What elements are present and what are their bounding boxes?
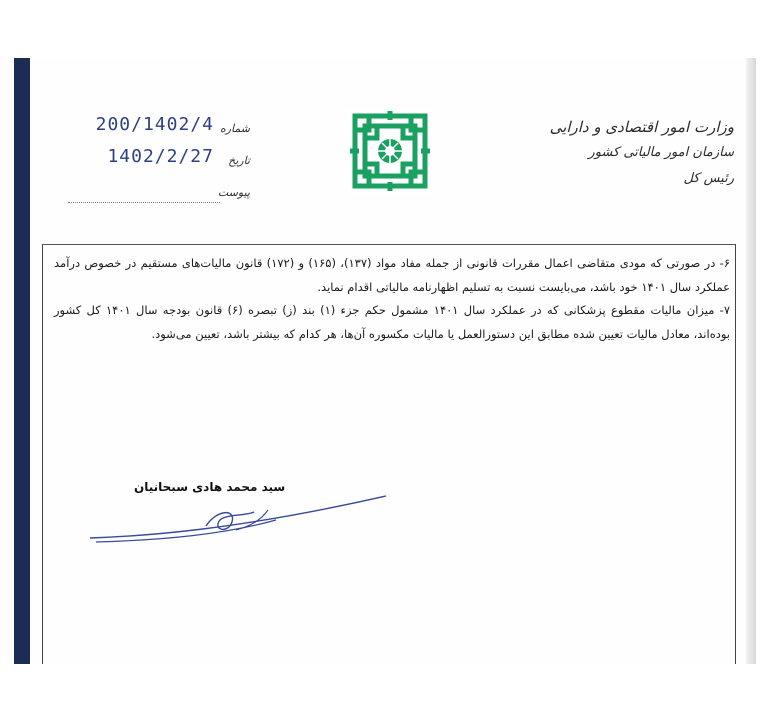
attachment-label: پیوست	[217, 186, 250, 199]
attachment-row	[60, 178, 250, 210]
page-edge-strip	[14, 58, 30, 664]
organization-title: سازمان امور مالیاتی کشور	[588, 145, 734, 160]
handwritten-signature	[86, 490, 396, 550]
paragraph-7: ۷- میزان مالیات مقطوع پزشکانی که در عملکرد سال ۱۴۰۱ مشمول حکم جزء (۱) بند (ز) تبصره (۶) قانون بودجه سال ۱۴۰۱ کل کشور بوده‌اند، معادل مالیات تعیین شده مطابق این دستورالعمل یا مالیات مکسوره آن‌ها، هر کدام که بیشتر باشد، تعیین می‌شود.	[54, 303, 731, 341]
page-shadow	[746, 58, 756, 664]
letter-body	[54, 252, 730, 346]
header-divider	[42, 244, 736, 245]
number-row	[60, 114, 250, 146]
letter-meta	[60, 114, 250, 210]
ministry-title: وزارت امور اقتصادی و دارایی	[549, 118, 734, 136]
date-value: 1402/2/27	[107, 146, 214, 167]
paragraph-6: ۶- در صورتی که مودی متقاضی اعمال مقررات قانونی از جمله مفاد مواد (۱۳۷)، (۱۶۵) و (۱۷۲) قانون مالیات‌های مستقیم در خصوص درآمد عملکرد سال ۱۴۰۱ خود باشد، می‌بایست نسبت به تسلیم اظهارنامه مالیاتی اقدام نماید.	[54, 256, 731, 294]
number-value: 200/1402/4	[95, 114, 214, 135]
attachment-dotted-line	[68, 202, 220, 203]
left-margin-line	[42, 244, 43, 664]
date-row	[60, 146, 250, 178]
signer-name: سید محمد هادی سبحانیان	[134, 480, 286, 494]
number-label: شماره	[219, 122, 250, 135]
tax-organization-emblem-icon	[347, 108, 433, 194]
position-title: رئیس کل	[683, 171, 734, 186]
letter-page	[14, 58, 756, 664]
letterhead-ministry	[550, 114, 734, 192]
right-margin-line	[735, 244, 736, 664]
date-label: تاریخ	[228, 154, 250, 167]
